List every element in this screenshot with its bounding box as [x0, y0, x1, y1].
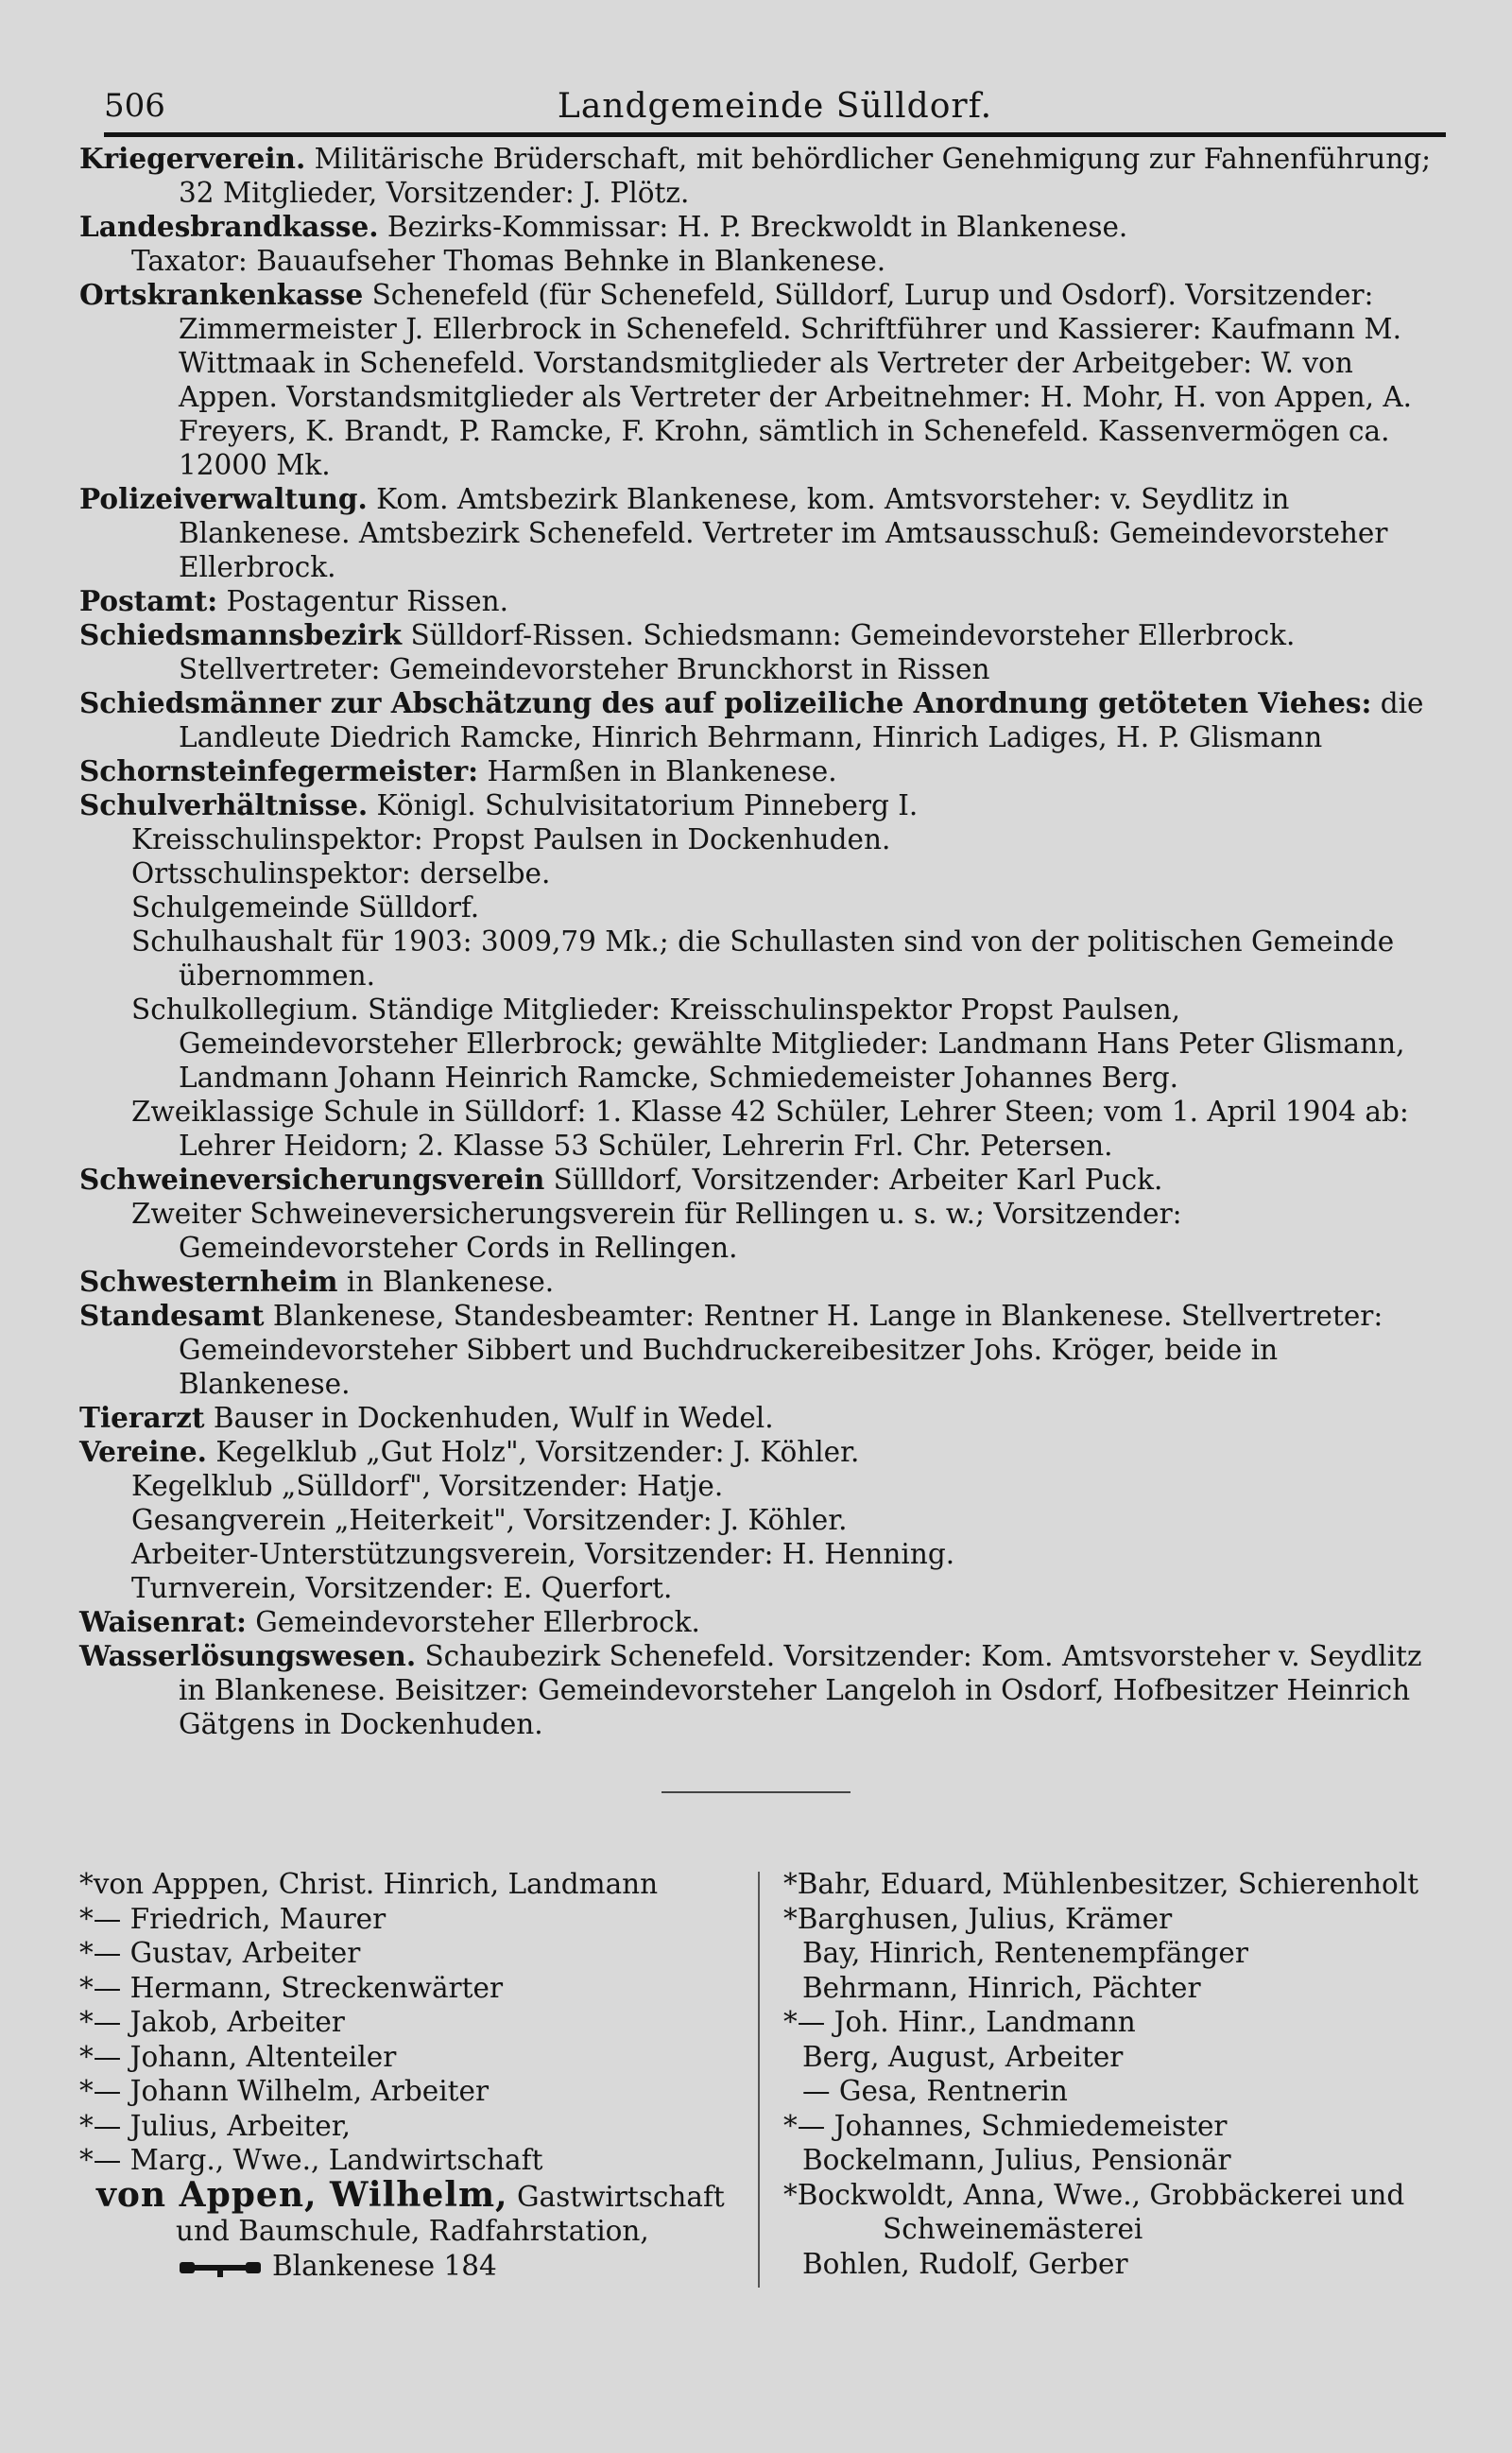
entry-kriegerverein: Kriegerverein. Militärische Brüderschaft, mit behördlicher Genehmigung zur Fahnenführung; 32 Mitglieder, Vorsitzender: J. Plötz. — [79, 142, 1432, 209]
resident-line: *— Jakob, Arbeiter — [79, 2006, 345, 2038]
page-title: Landgemeinde Sülldorf. — [557, 87, 993, 126]
column-divider — [758, 1872, 760, 2288]
resident-line: *Barghusen, Julius, Krämer — [783, 1902, 1173, 1935]
entry-zweiter-schweineverein: Zweiter Schweineversicherungsverein für Rellingen u. s. w.; Vorsitzender: Gemeindevorsteher Cords in Rellingen. — [131, 1198, 1182, 1264]
entry-schiedsmaenner: Schiedsmänner zur Abschätzung des auf polizeiliche Anordnung getöteten Viehes: die Landleute Diedrich Ramcke, Hinrich Behrmann, Hinrich Ladiges, H. P. Glismann — [79, 686, 1424, 753]
resident-line: *— Joh. Hinr., Landmann — [783, 2006, 1136, 2038]
resident-line: *— Johann, Altenteiler — [79, 2040, 397, 2073]
resident-line: Bockelmann, Julius, Pensionär — [802, 2144, 1231, 2176]
entry-schweineversicherung: Schweineversicherungsverein Süllldorf, Vorsitzender: Arbeiter Karl Puck. — [79, 1163, 1163, 1196]
resident-line: *— Marg., Wwe., Landwirtschaft — [79, 2144, 543, 2176]
entry-wasserloesung: Wasserlösungswesen. Schaubezirk Schenefeld. Vorsitzender: Kom. Amtsvorsteher v. Seydlitz in Blankenese. Beisitzer: Gemeindevorsteher Langeloh in Osdorf, Hofbesitzer Heinrich Gätgens in Dockenhuden. — [79, 1639, 1422, 1740]
entry-waisenrat: Waisenrat: Gemeindevorsteher Ellerbrock. — [79, 1605, 700, 1638]
advert-line1: Gastwirtschaft — [507, 2180, 725, 2213]
resident-line: — Gesa, Rentnerin — [802, 2075, 1068, 2107]
resident-line: *— Johannes, Schmiedemeister — [783, 2109, 1228, 2142]
entry-tierarzt: Tierarzt Bauser in Dockenhuden, Wulf in Wedel. — [79, 1401, 774, 1434]
entry-gesangverein: Gesangverein „Heiterkeit", Vorsitzender: J. Köhler. — [131, 1504, 848, 1536]
entry-ortskrankenkasse: Ortskrankenkasse Schenefeld (für Schenefeld, Sülldorf, Lurup und Osdorf). Vorsitzender: Zimmermeister J. Ellerbrock in Schenefeld. Schriftführer und Kassierer: Kaufmann M. Wittmaak in Schenefeld. Vorstandsmitglieder als Vertreter der Arbeitgeber: W. von Appen. Vorstandsmitglieder als Vertreter der Arbeitnehmer: H. Mohr, H. von Appen, A. Freyers, K. Brandt, P. Ramcke, F. Krohn, sämtlich in Schenefeld. Kassenvermögen ca. 12000 Mk. — [79, 278, 1413, 481]
residents-section — [79, 1867, 1444, 2311]
advert-name: von Appen, Wilhelm, — [96, 2174, 508, 2215]
resident-line: *von Apppen, Christ. Hinrich, Landmann — [79, 1868, 659, 1900]
entry-schulhaushalt: Schulhaushalt für 1903: 3009,79 Mk.; die Schullasten sind von der politischen Gemeinde übernommen. — [131, 925, 1395, 992]
entry-polizeiverwaltung: Polizeiverwaltung. Kom. Amtsbezirk Blankenese, kom. Amtsvorsteher: v. Seydlitz in Blankenese. Amtsbezirk Schenefeld. Vertreter im Amtsausschuß: Gemeindevorsteher Ellerbrock. — [79, 482, 1388, 583]
entry-schornsteinfeger: Schornsteinfegermeister: Harmßen in Blankenese. — [79, 754, 837, 787]
page-number: 506 — [104, 87, 165, 125]
resident-line: Schweinemästerei — [883, 2213, 1143, 2245]
resident-line: *Bockwoldt, Anna, Wwe., Grobbäckerei und — [783, 2178, 1405, 2211]
entry-schule: Zweiklassige Schule in Sülldorf: 1. Klasse 42 Schüler, Lehrer Steen; vom 1. April 1904 ab: Lehrer Heidorn; 2. Klasse 53 Schüler, Lehrerin Frl. Chr. Petersen. — [131, 1096, 1409, 1162]
entry-schulverhaeltnisse: Schulverhältnisse. Königl. Schulvisitatorium Pinneberg I. — [79, 788, 919, 821]
entries-section — [79, 142, 1444, 1741]
advert-phone-line — [79, 2249, 741, 2284]
entry-turnverein: Turnverein, Vorsitzender: E. Querfort. — [131, 1572, 673, 1604]
entry-vereine: Vereine. Kegelklub „Gut Holz", Vorsitzender: J. Köhler. — [79, 1435, 860, 1468]
entry-postamt: Postamt: Postagentur Rissen. — [79, 584, 508, 617]
advert-line — [79, 2174, 741, 2215]
section-divider — [662, 1791, 850, 1793]
resident-line: *— Friedrich, Maurer — [79, 1902, 387, 1935]
entry-taxator: Taxator: Bauaufseher Thomas Behnke in Blankenese. — [131, 245, 886, 277]
entry-schwesternheim: Schwesternheim in Blankenese. — [79, 1265, 555, 1298]
resident-line: Behrmann, Hinrich, Pächter — [802, 1971, 1201, 2004]
entry-arbeiterverein: Arbeiter-Unterstützungsverein, Vorsitzender: H. Henning. — [131, 1538, 955, 1570]
entry-ortsschulinspektor: Ortsschulinspektor: derselbe. — [131, 857, 551, 890]
entry-kreisschulinspektor: Kreisschulinspektor: Propst Paulsen in Dockenhuden. — [131, 823, 891, 855]
entry-schiedsmannsbezirk: Schiedsmannsbezirk Sülldorf-Rissen. Schiedsmann: Gemeindevorsteher Ellerbrock. Stellvertreter: Gemeindevorsteher Brunckhorst in Rissen — [79, 618, 1296, 685]
telephone-icon — [178, 2256, 263, 2279]
resident-line: Berg, August, Arbeiter — [802, 2040, 1124, 2073]
resident-line: *— Hermann, Streckenwärter — [79, 1971, 504, 2004]
residents-right-column — [783, 1867, 1445, 2281]
entry-schulgemeinde: Schulgemeinde Sülldorf. — [131, 891, 480, 924]
entry-landesbrandkasse: Landesbrandkasse. Bezirks-Kommissar: H. P. Breckwoldt in Blankenese. — [79, 210, 1128, 243]
page-header — [104, 87, 1446, 137]
entry-standesamt: Standesamt Blankenese, Standesbeamter: Rentner H. Lange in Blankenese. Stellvertreter: Gemeindevorsteher Sibbert und Buchdruckereibesitzer Johs. Kröger, beide in Blankenese. — [79, 1299, 1383, 1400]
resident-line: *— Julius, Arbeiter, — [79, 2109, 351, 2142]
resident-line: Bay, Hinrich, Rentenempfänger — [802, 1937, 1248, 1969]
resident-line: *— Johann Wilhelm, Arbeiter — [79, 2075, 490, 2107]
entry-kegelklub-suelldorf: Kegelklub „Sülldorf", Vorsitzender: Hatje. — [131, 1470, 724, 1502]
advert-phone: Blankenese 184 — [272, 2249, 497, 2282]
resident-line: *Bahr, Eduard, Mühlenbesitzer, Schierenholt — [783, 1868, 1419, 1900]
residents-left-column — [79, 1867, 741, 2283]
advert-line2: und Baumschule, Radfahrstation, — [176, 2215, 649, 2247]
entry-schulkollegium: Schulkollegium. Ständige Mitglieder: Kreisschulinspektor Propst Paulsen, Gemeindevorsteher Ellerbrock; gewählte Mitglieder: Landmann Hans Peter Glismann, Landmann Johann Heinrich Ramcke, Schmiedemeister Johannes Berg. — [131, 993, 1405, 1094]
resident-line: Bohlen, Rudolf, Gerber — [802, 2247, 1128, 2280]
resident-line: *— Gustav, Arbeiter — [79, 1937, 361, 1969]
